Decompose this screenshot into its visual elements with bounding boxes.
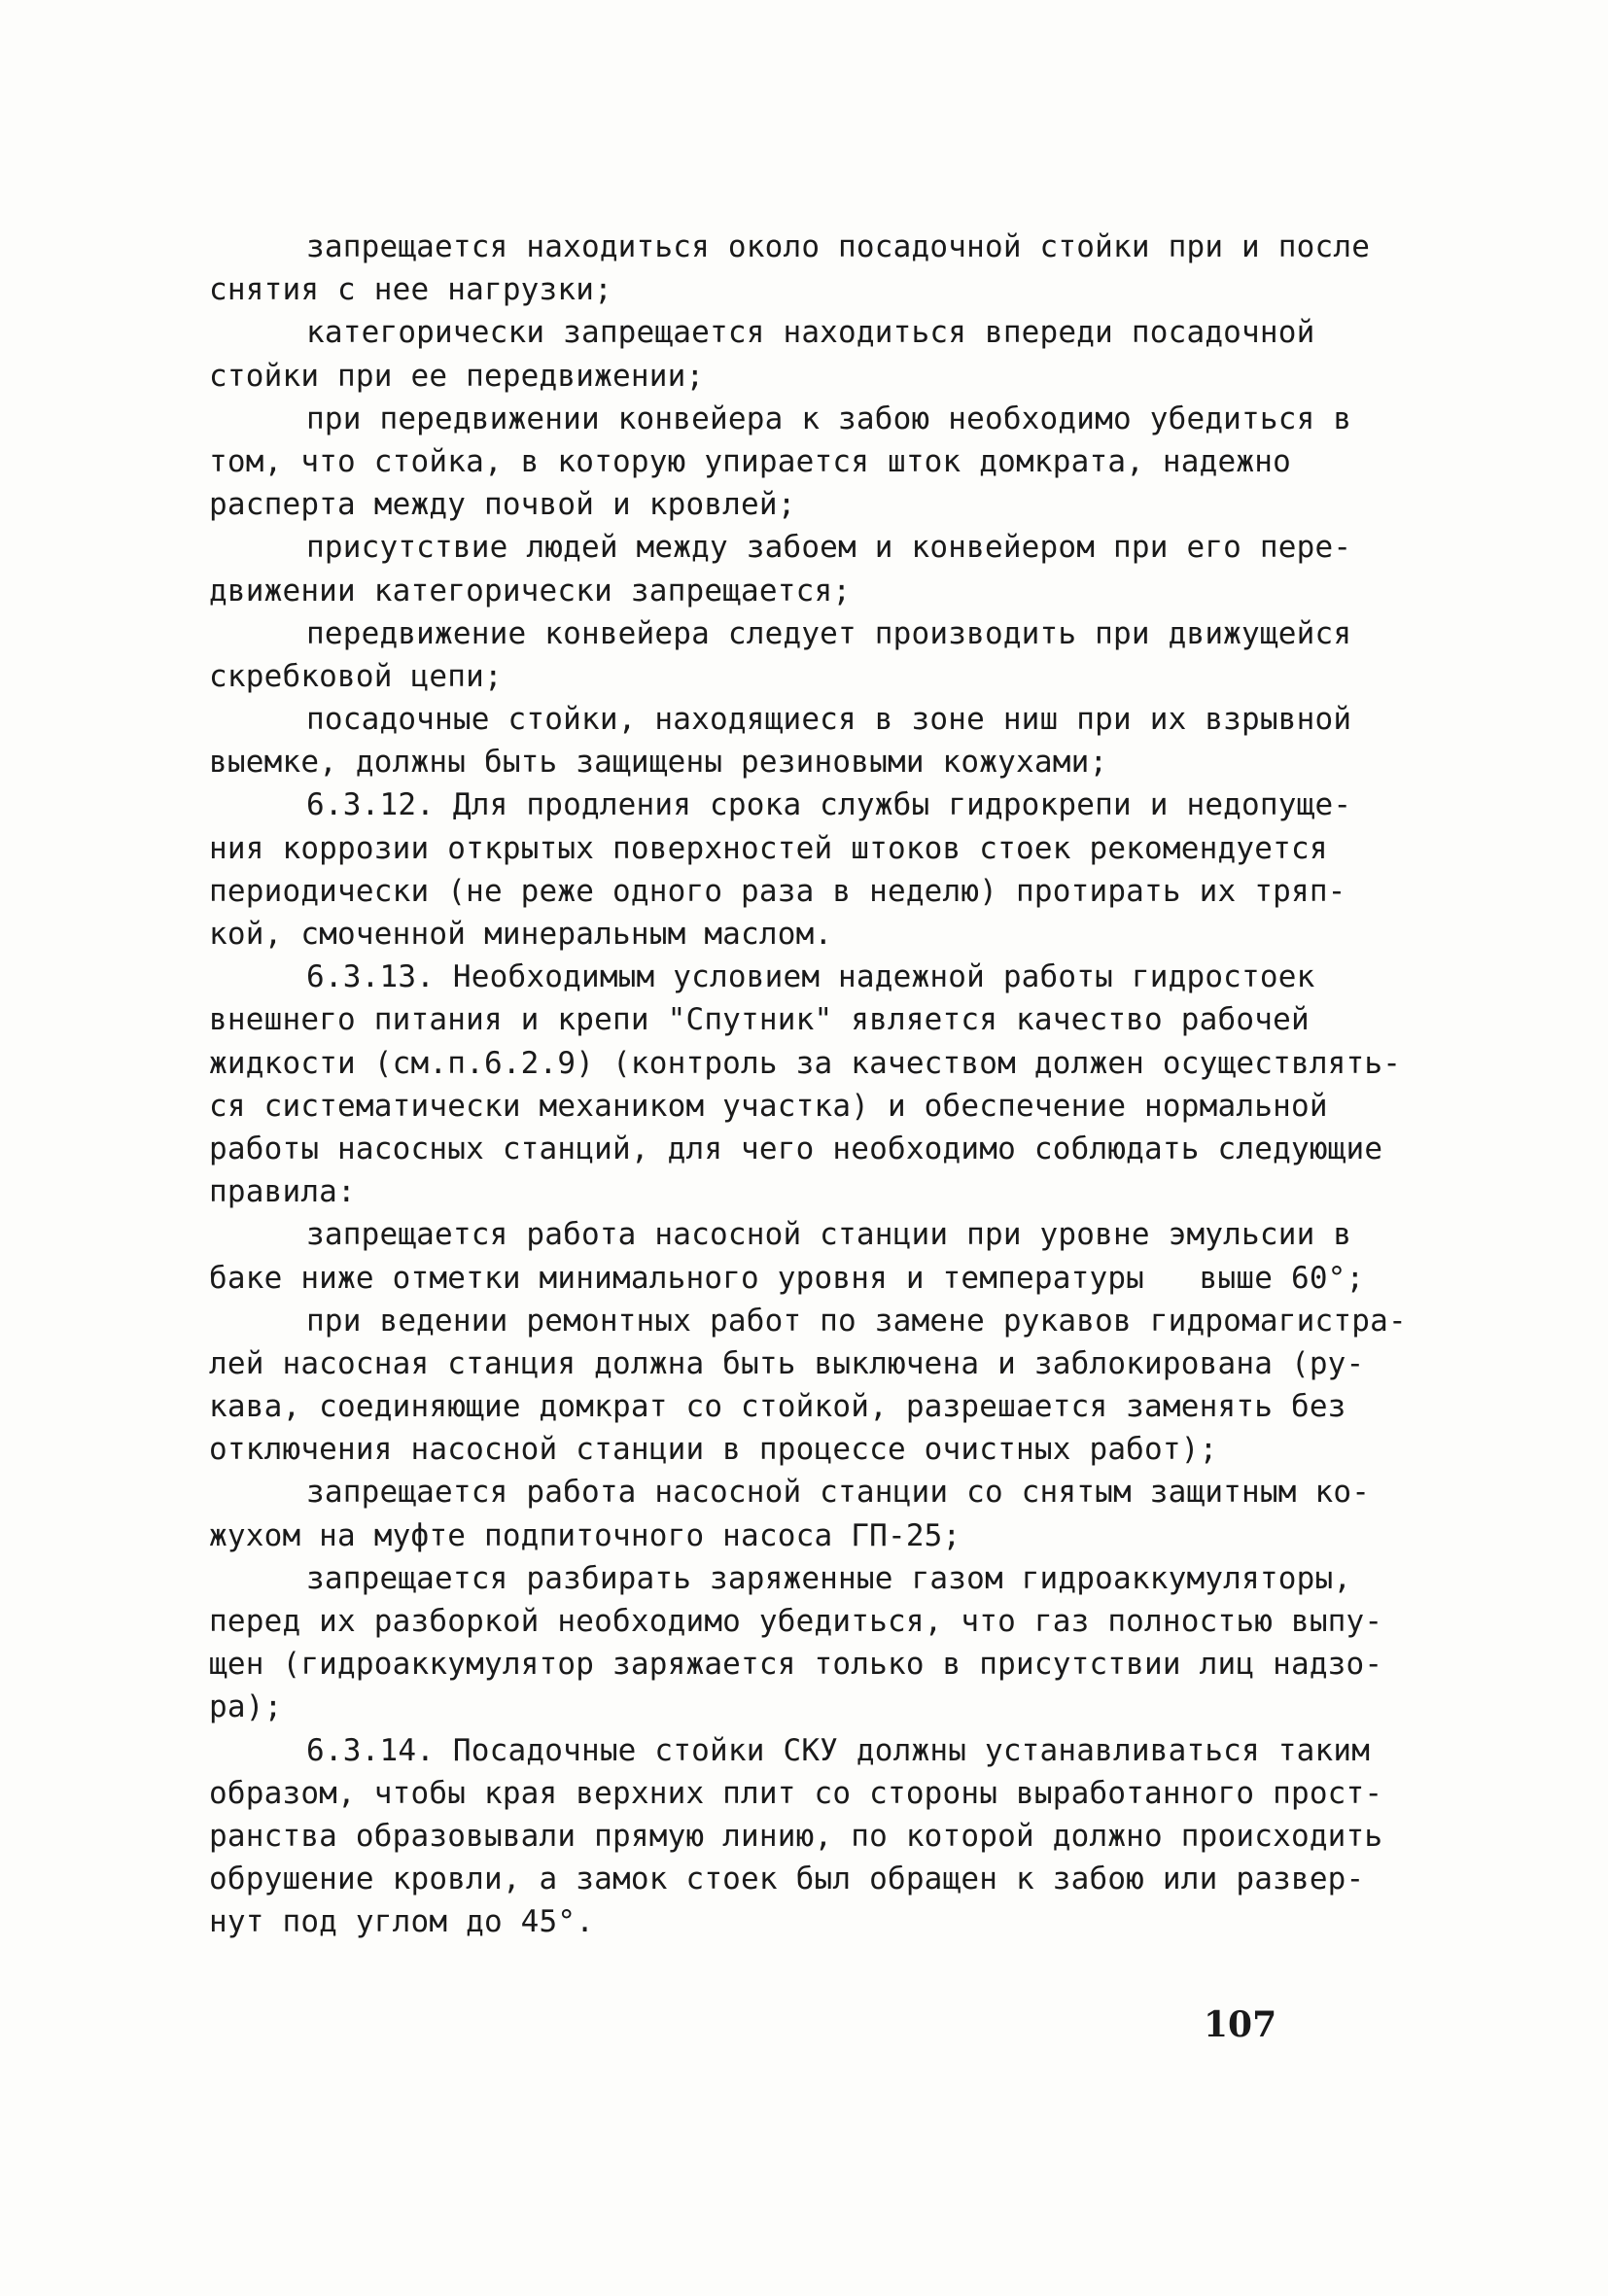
text-line: запрещается работа насосной станции при уровне эмульсии в (306, 1217, 1352, 1253)
text-line: лей насосная станция должна быть выключена и заблокирована (ру- (209, 1345, 1365, 1381)
text-line: посадочные стойки, находящиеся в зоне ниш при их взрывной (306, 702, 1352, 738)
text-line: передвижение конвейера следует производить при движущейся (306, 615, 1352, 651)
page-number: 107 (1204, 2004, 1277, 2045)
text-line: жухом на муфте подпиточного насоса ГП-25; (209, 1517, 961, 1553)
text-line: ранства образовывали прямую линию, по которой должно происходить (209, 1818, 1383, 1854)
text-line: кой, смоченной минеральным маслом. (209, 917, 833, 952)
text-line: снятия с нее нагрузки; (209, 272, 612, 308)
text-line: ся систематически механиком участка) и обеспечение нормальной (209, 1088, 1328, 1124)
text-line: при ведении ремонтных работ по замене рукавов гидромагистра- (306, 1303, 1407, 1339)
text-line: запрещается разбирать заряженные газом гидроаккумуляторы, (306, 1560, 1352, 1596)
text-line: кава, соединяющие домкрат со стойкой, разрешается заменять без (209, 1389, 1346, 1425)
text-line: 6.3.14. Посадочные стойки СКУ должны устанавливаться таким (306, 1732, 1371, 1768)
text-line: ния коррозии открытых поверхностей штоков стоек рекомендуется (209, 830, 1328, 866)
text-line: запрещается находиться около посадочной стойки при и после (306, 229, 1371, 264)
text-line: том, что стойка, в которую упирается шток домкрата, надежно (209, 443, 1291, 479)
text-line: отключения насосной станции в процессе очистных работ); (209, 1432, 1218, 1468)
text-line: при передвижении конвейера к забою необходимо убедиться в (306, 400, 1352, 436)
text-line: категорически запрещается находиться впереди посадочной (306, 315, 1315, 351)
text-line: стойки при ее передвижении; (209, 358, 705, 394)
text-line: запрещается работа насосной станции со снятым защитным ко- (306, 1475, 1371, 1511)
text-line: щен (гидроаккумулятор заряжается только в присутствии лиц надзо- (209, 1647, 1383, 1683)
text-line: 6.3.12. Для продления срока службы гидрокрепи и недопуще- (306, 787, 1352, 823)
text-line: баке ниже отметки минимального уровня и температуры выше 60°; (209, 1260, 1365, 1296)
text-line: 6.3.13. Необходимым условием надежной работы гидростоек (306, 959, 1315, 995)
text-line: скребковой цепи; (209, 658, 503, 694)
text-line: внешнего питания и крепи "Спутник" является качество рабочей (209, 1002, 1310, 1038)
text-line: образом, чтобы края верхних плит со стороны выработанного прост- (209, 1775, 1383, 1811)
text-line: движении категорически запрещается; (209, 573, 852, 609)
text-line: жидкости (см.п.6.2.9) (контроль за качеством должен осуществлять- (209, 1045, 1402, 1081)
text-line: присутствие людей между забоем и конвейером при его пере- (306, 530, 1352, 566)
text-line: перед их разборкой необходимо убедиться, что газ полностью выпу- (209, 1604, 1383, 1639)
body-text (209, 226, 1405, 1944)
text-line: работы насосных станций, для чего необходимо соблюдать следующие (209, 1131, 1383, 1166)
text-line: выемке, должны быть защищены резиновыми кожухами; (209, 745, 1108, 781)
text-line: ра); (209, 1689, 283, 1725)
text-line: расперта между почвой и кровлей; (209, 487, 796, 523)
text-line: нут под углом до 45°. (209, 1904, 595, 1940)
text-line: обрушение кровли, а замок стоек был обращен к забою или развер- (209, 1861, 1365, 1897)
text-line: периодически (не реже одного раза в неделю) протирать их тряп- (209, 873, 1346, 909)
text-line: правила: (209, 1174, 356, 1210)
